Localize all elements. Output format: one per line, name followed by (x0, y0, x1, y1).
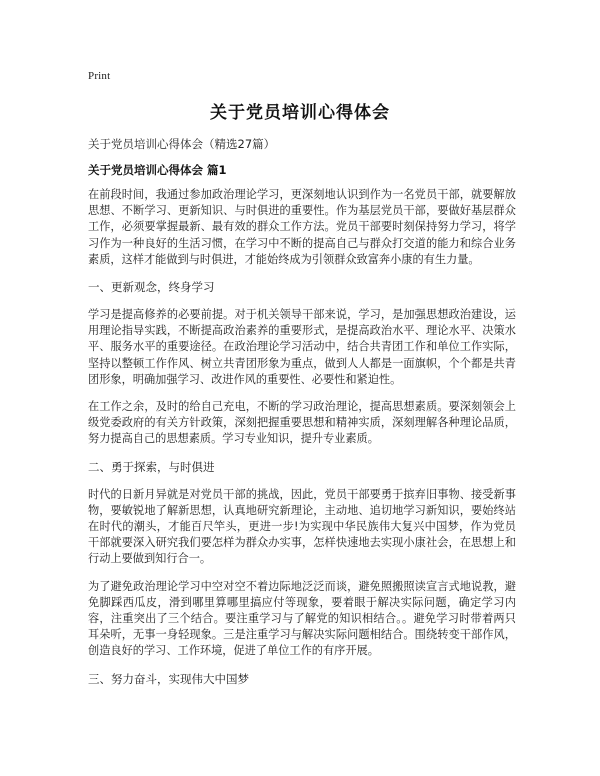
intro-paragraph: 在前段时间，我通过参加政治理论学习，更深刻地认识到作为一名党员干部，就要解放思想、不断学习、更新知识、与时俱进的重要性。作为基层党员干部，要做好基层群众工作，必须要掌握最新、最有效的群众工作方法。党员干部要时刻保持努力学习，将学习作为一种良好的生活习惯，在学习中不断的提高自己与群众打交道的能力和综合业务素质，这样才能做到与时俱进，才能始终成为引领群众致富奔小康的有生力量。 (88, 188, 516, 266)
document-body (88, 136, 516, 699)
subheading-1: 一、更新观念，终身学习 (88, 280, 215, 295)
subheading-2: 二、勇于探索，与时俱进 (88, 459, 215, 474)
paragraph-2b: 为了避免政治理论学习中空对空不着边际地泛泛而谈，避免照搬照读宣言式地说教，避免脚踩西瓜皮，滑到哪里算哪里搞应付等现象，要着眼于解决实际问题，确定学习内容，注重突出了三个结合。要注重学习与了解党的知识相结合。。避免学习时带着两只耳朵听，无事一身轻现象。三是注重学习与解决实际问题相结合。围绕转变干部作风，创造良好的学习、工作环境，促进了单位工作的有序开展。 (88, 579, 516, 658)
document-title: 关于党员培训心得体会 (210, 103, 390, 123)
document-subtitle: 关于党员培训心得体会（精选27篇） (88, 137, 276, 151)
paragraph-1b: 在工作之余，及时的给自己充电，不断的学习政治理论，提高思想素质。要深刻领会上级党委政府的有关方针政策，深刻把握重要思想和精神实质，深刻理解各种理论品质，努力提高自己的思想素质。学习专业知识，提升专业素质。 (88, 400, 516, 446)
subheading-3: 三、努力奋斗，实现伟大中国梦 (88, 671, 249, 686)
paragraph-2a: 时代的日新月异就是对党员干部的挑战，因此，党员干部要勇于摈弃旧事物、接受新事物，要敏锐地了解新思想，认真地研究新理论，主动地、追切地学习新知识，要始终站在时代的潮头，才能百尺竿头，更进一步!为实现中华民族伟大复兴中国梦，作为党员干部就要深入研究我们要怎样为群众办实事，怎样快速地去实现小康社会，在思想上和行动上要做到知行合一。 (88, 487, 516, 566)
paragraph-1a: 学习是提高修养的必要前提。对于机关领导干部来说，学习，是加强思想政治建设，运用理论指导实践，不断提高政治素养的重要形式，是提高政治水平、理论水平、决策水平、服务水平的重要途径。在政治理论学习活动中，结合共青团工作和单位工作实际，坚持以整顿工作作风、树立共青团形象为重点，做到人人都是一面旗帜，个个都是共青团形象，明确加强学习、改进作风的重要性、必要性和紧迫性。 (88, 308, 516, 386)
print-label[interactable]: Print (88, 70, 111, 82)
section-heading: 关于党员培训心得体会 篇1 (88, 163, 227, 177)
